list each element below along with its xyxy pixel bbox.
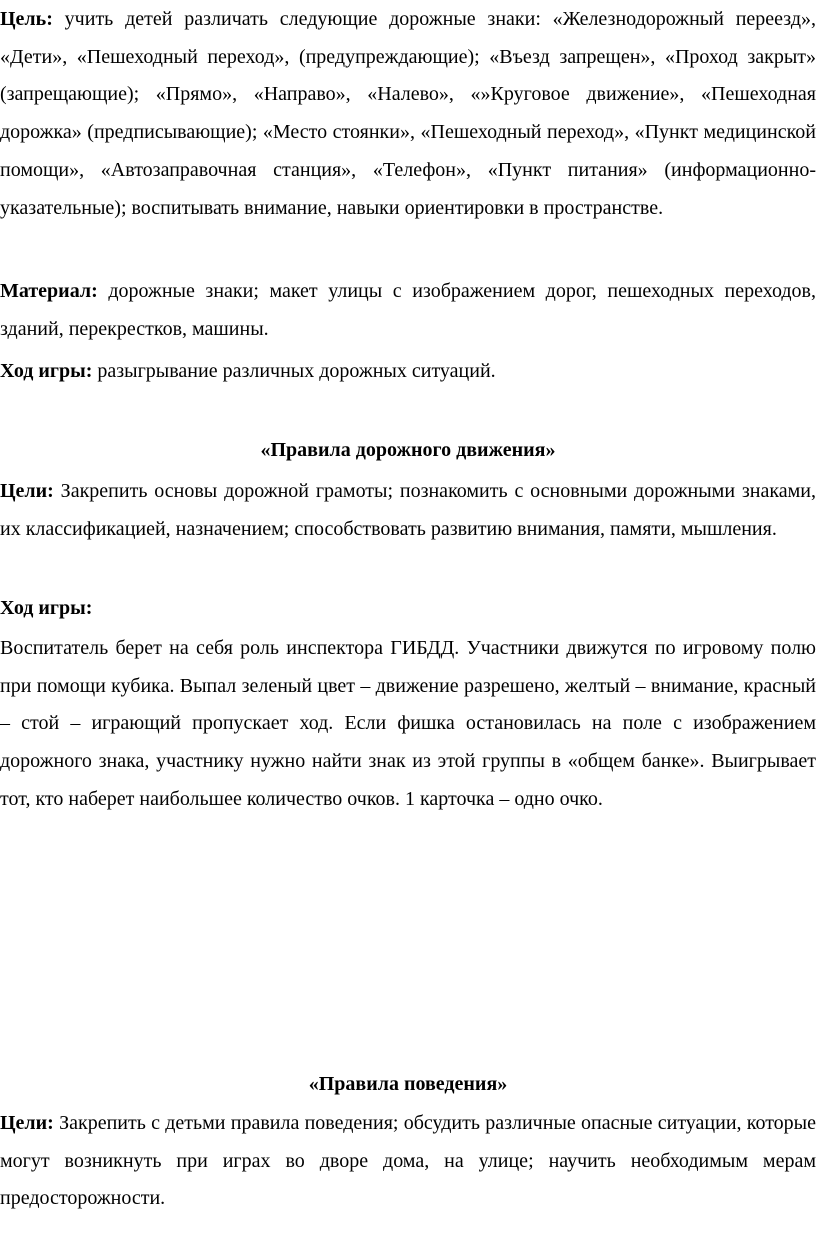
section-title-traffic-rules: «Правила дорожного движения» (260, 439, 556, 461)
course-text: разыгрывание различных дорожных ситуаций. (92, 360, 496, 382)
traffic-course-heading (0, 590, 816, 628)
behavior-goals-label: Цели: (0, 1112, 54, 1134)
material-text: дорожные знаки; макет улицы с изображением дорог, пешеходных переходов, зданий, перекрестков, машины. (0, 280, 816, 340)
traffic-goals-text: Закрепить основы дорожной грамоты; познакомить с основными дорожными знаками, их классификацией, назначением; способствовать развитию внимания, памяти, мышления. (0, 480, 816, 540)
course-label: Ход игры: (0, 360, 93, 382)
goal-text: учить детей различать следующие дорожные знаки: «Железнодорожный переезд», «Дети», «Пешеходный переход», (предупреждающие); «Въезд запрещен», «Проход закрыт» (запрещающие); «Прямо», «Направо», «Налево», «»Круговое движение», «Пешеходная дорожка» (предписывающие); «Место стоянки», «Пешеходный переход», «Пункт медицинской помощи», «Автозаправочная станция», «Телефон», «Пункт питания» (информационно-указательные); воспитывать внимание, навыки ориентировки в пространстве. (0, 8, 816, 219)
behavior-goals-text: Закрепить с детьми правила поведения; обсудить различные опасные ситуации, которые могут возникнуть при играх во дворе дома, на улице; научить необходимым мерам предосторожности. (0, 1112, 816, 1210)
goal-paragraph (0, 1, 816, 227)
traffic-goals-paragraph (0, 473, 816, 548)
traffic-goals-label: Цели: (0, 480, 54, 502)
traffic-course-paragraph: Воспитатель берет на себя роль инспектора ГИБДД. Участники движутся по игровому полю при помощи кубика. Выпал зеленый цвет – движение разрешено, желтый – внимание, красный – стой – играющий пропускает ход. Если фишка остановилась на поле с изображением дорожного знака, участнику нужно найти знак из этой группы в «общем банке». Выигрывает тот, кто наберет наибольшее количество очков. 1 карточка – одно очко. (0, 637, 816, 810)
section-title-behavior-rules: «Правила поведения» (308, 1073, 508, 1095)
material-label: Материал: (0, 280, 98, 302)
course-paragraph (0, 353, 816, 391)
traffic-course-label: Ход игры: (0, 597, 93, 619)
goal-label: Цель: (0, 8, 53, 30)
behavior-goals-paragraph (0, 1105, 816, 1218)
material-paragraph (0, 273, 816, 348)
